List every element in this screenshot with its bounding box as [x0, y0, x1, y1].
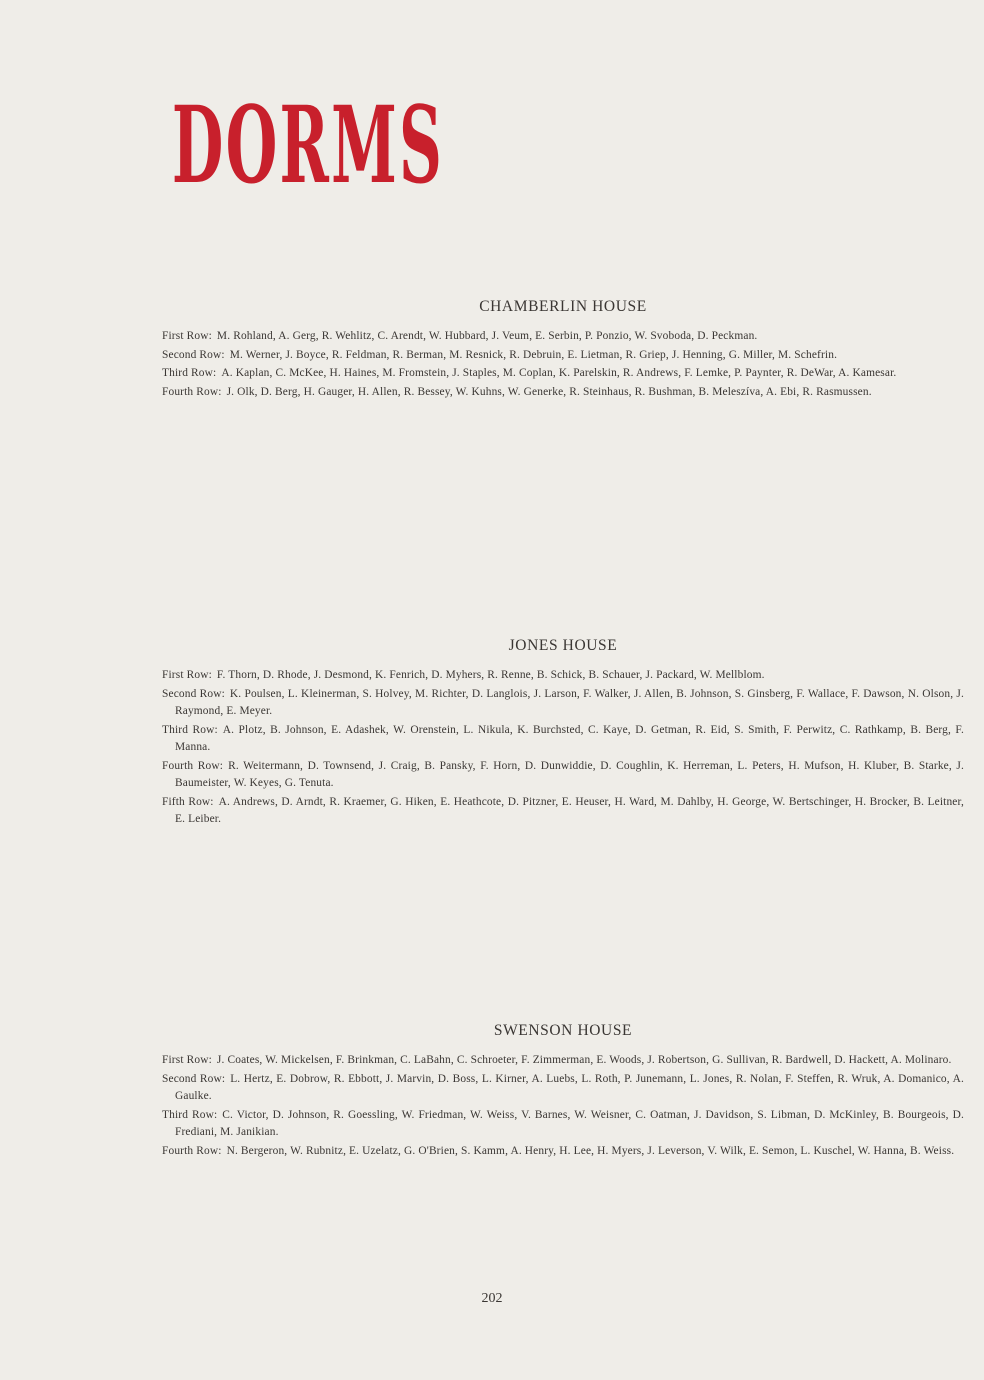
roster-row	[162, 758, 964, 793]
row-names: J. Coates, W. Mickelsen, F. Brinkman, C. LaBahn, C. Schroeter, F. Zimmerman, E. Woods, J. Robertson, G. Sullivan, R. Bardwell, D. Hackett, A. Molinaro.	[216, 1054, 952, 1066]
row-names: A. Plotz, B. Johnson, E. Adashek, W. Orenstein, L. Nikula, K. Burchsted, C. Kaye, D. Getman, R. Eid, S. Smith, F. Perwitz, C. Rathkamp, B. Berg, F. Manna.	[175, 723, 964, 753]
roster-row	[162, 1052, 964, 1070]
roster-row	[162, 686, 964, 721]
row-names: F. Thorn, D. Rhode, J. Desmond, K. Fenrich, D. Myhers, R. Renne, B. Schick, B. Schauer, J. Packard, W. Mellblom.	[216, 669, 765, 681]
row-label: Fifth Row:	[162, 795, 214, 808]
roster-row	[162, 1143, 964, 1161]
house-heading: JONES HOUSE	[508, 637, 618, 654]
row-label: Third Row:	[162, 1108, 218, 1121]
row-label: Fourth Row:	[162, 385, 222, 398]
roster-row	[162, 1107, 964, 1142]
row-names: M. Werner, J. Boyce, R. Feldman, R. Berman, M. Resnick, R. Debruin, E. Lietman, R. Griep, J. Henning, G. Miller, M. Schefrin.	[229, 348, 838, 361]
roster-row	[162, 365, 964, 383]
house-heading: CHAMBERLIN HOUSE	[479, 298, 647, 315]
house-section-jones	[162, 637, 964, 830]
roster-row	[162, 722, 964, 757]
row-label: Third Row:	[162, 367, 217, 379]
row-names: A. Kaplan, C. McKee, H. Haines, M. Fromstein, J. Staples, M. Coplan, K. Parelskin, R. Andrews, F. Lemke, P. Paynter, R. DeWar, A. Kamesar.	[221, 367, 897, 379]
roster-row	[162, 667, 964, 685]
row-label: Second Row:	[162, 1072, 226, 1085]
roster-row	[162, 347, 964, 365]
row-label: Second Row:	[162, 687, 225, 700]
row-names: K. Poulsen, L. Kleinerman, S. Holvey, M. Richter, D. Langlois, J. Larson, F. Walker, J. Allen, B. Johnson, S. Ginsberg, F. Wallace, F. Dawson, N. Olson, J. Raymond, E. Meyer.	[175, 687, 964, 717]
row-label: First Row:	[162, 330, 212, 342]
house-heading: SWENSON HOUSE	[493, 1022, 633, 1039]
row-names: R. Weitermann, D. Townsend, J. Craig, B. Pansky, F. Horn, D. Dunwiddie, D. Coughlin, K. Herreman, L. Peters, H. Mufson, H. Kluber, B. Starke, J. Baumeister, W. Keyes, G. Tenuta.	[175, 759, 964, 789]
row-names: A. Andrews, D. Arndt, R. Kraemer, G. Hiken, E. Heathcote, D. Pitzner, E. Heuser, H. Ward, M. Dahlby, H. George, W. Bertschinger, H. Brocker, B. Leitner, E. Leiber.	[175, 795, 964, 825]
row-names: M. Rohland, A. Gerg, R. Wehlitz, C. Arendt, W. Hubbard, J. Veum, E. Serbin, P. Ponzio, W. Svoboda, D. Peckman.	[216, 330, 758, 342]
row-names: N. Bergeron, W. Rubnitz, E. Uzelatz, G. O'Brien, S. Kamm, A. Henry, H. Lee, H. Myers, J. Leverson, V. Wilk, E. Semon, L. Kuschel, W. Hanna, B. Weiss.	[226, 1144, 955, 1157]
house-section-chamberlin	[162, 298, 964, 402]
row-label: Third Row:	[162, 723, 218, 736]
row-names: C. Victor, D. Johnson, R. Goessling, W. Friedman, W. Weiss, V. Barnes, W. Weisner, C. Oatman, J. Davidson, S. Libman, D. McKinley, B. Bourgeois, D. Frediani, M. Janikian.	[175, 1108, 964, 1138]
house-section-swenson	[162, 1022, 964, 1161]
row-names: J. Olk, D. Berg, H. Gauger, H. Allen, R. Bessey, W. Kuhns, W. Generke, R. Steinhaus, R. Bushman, B. Meleszíva, A. Ebi, R. Rasmussen.	[226, 385, 872, 398]
page-number: 202	[481, 1291, 503, 1306]
roster-row	[162, 1071, 964, 1106]
row-label: Second Row:	[162, 348, 225, 361]
page-title: DORMS	[171, 82, 445, 207]
row-label: First Row:	[162, 1054, 212, 1066]
row-label: First Row:	[162, 669, 212, 681]
row-names: L. Hertz, E. Dobrow, R. Ebbott, J. Marvin, D. Boss, L. Kirner, A. Luebs, L. Roth, P. Junemann, L. Jones, R. Nolan, F. Steffen, R. Wruk, A. Domanico, A. Gaulke.	[175, 1072, 964, 1102]
row-label: Fourth Row:	[162, 1144, 222, 1157]
roster-row	[162, 328, 964, 346]
row-label: Fourth Row:	[162, 759, 224, 772]
roster-row	[162, 794, 964, 829]
roster-row	[162, 384, 964, 402]
